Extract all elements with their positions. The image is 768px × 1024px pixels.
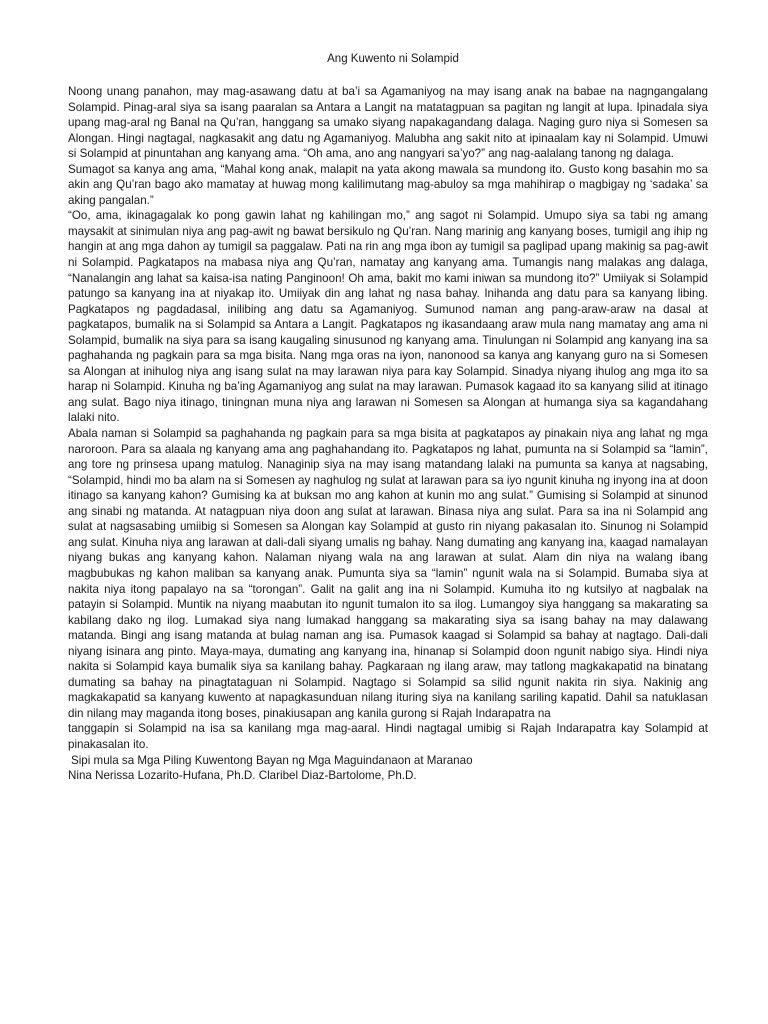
paragraph-3: “Oo, ama, ikinagagalak ko pong gawin lahat ng kahilingan mo,” ang sagot ni Solampid. Umupo siya sa tabi ng amang maysakit at sinimulan niya ang pag-awit ng bawat bersikulo ng Qu’ran. Nang marinig ang kanyang boses, tumigil ang ihip ng hangin at ang mga dahon ay tumigil sa paggalaw. Pati na rin ang mga ibon ay tumigil sa paglipad upang makinig sa pag-awit ni Solampid. Pagkatapos na mabasa niya ang Qu’ran, namatay ang kanyang ama. Tumangis nang malakas ang dalaga, “Nanalangin ang lahat sa kaisa-isa nating Panginoon! Oh ama, bakit mo kami iniwan sa mundong ito?” Umiiyak si Solampid patungo sa kanyang ina at niyakap ito. Umiiyak din ang lahat ng nasa bahay. Inihanda ang datu para sa kanyang libing. Pagkatapos ng pagdadasal, inilibing ang datu sa Agamaniyog. Sumunod naman ang pang-araw-araw na dasal at pagkatapos, bumalik na si Solampid sa Antara a Langit. Pagkatapos ng ikasandaang araw mula nang mamatay ang ama ni Solampid, bumalik na siya para sa isang kaugaling sinusunod ng kanyang ama. Tinulungan ni Solampid ang kanyang ina sa paghahanda ng pagkain para sa mga bisita. Nang mga oras na iyon, nanonood sa kanya ang kanyang guro na si Somesen sa Alongan at inihulog niya ang isang sulat na may larawan niya para kay Solampid. Sinadya niyang ihulog ang mga ito sa harap ni Solampid. Kinuha ng ba’ing Agamaniyog ang sulat na may larawan. Pumasok kagaad ito sa kanyang silid at itinago ang sulat. Bago niya itinago, tiningnan muna niya ang larawan ni Somesen sa Alongan at humanga siya sa kagandahang lalaki nito. bbox=[68, 209, 708, 425]
paragraph-5: tanggapin si Solampid na isa sa kanilang mga mag-aaral. Hindi nagtagal umibig si Rajah Indarapatra kay Solampid at pinakasalan ito. bbox=[68, 722, 708, 751]
document-title: Ang Kuwento ni Solampid bbox=[327, 53, 459, 65]
author-credits: Nina Nerissa Lozarito-Hufana, Ph.D. Claribel Diaz-Bartolome, Ph.D. bbox=[68, 769, 417, 783]
source-citation: Sipi mula sa Mga Piling Kuwentong Bayan ng Mga Maguindanaon at Maranao bbox=[71, 753, 473, 767]
paragraph-2: Sumagot sa kanya ang ama, “Mahal kong anak, malapit na yata akong mawala sa mundong ito. Gusto kong basahin mo sa akin ang Qu’ran bago ako mamatay at huwag mong kalilimutang mag-abuloy sa mga mahihirap o magbigay ng ‘sadaka’ sa aking pangalan.” bbox=[68, 162, 708, 207]
paragraph-4: Abala naman si Solampid sa paghahanda ng pagkain para sa mga bisita at pagkatapos ay pinakain niya ang lahat ng mga naroroon. Para sa alaala ng kanyang ama ang paghahandang ito. Pagkatapos ng lahat, pumunta na si Solampid sa “lamin”, ang tore ng prinsesa upang matulog. Nanaginip siya na may isang matandang lalaki na pumunta sa kanya at nagsabing, “Solampid, hindi mo ba alam na si Somesen ay naghulog ng sulat at larawan para sa iyo ngunit kinuha ng inyong ina at doon itinago sa kanyang kahon? Gumising ka at buksan mo ang kahon at kunin mo ang sulat.” Gumising si Solampid at sinunod ang sinabi ng matanda. At natagpuan niya doon ang sulat at larawan. Binasa niya ang sulat. Para sa ina ni Solampid ang sulat at nagsasabing umiibig si Somesen sa Alongan kay Solampid at gusto rin niyang pakasalan ito. Sinunog ni Solampid ang sulat. Kinuha niya ang larawan at dali-dali siyang umalis ng bahay. Nang dumating ang kanyang ina, kaagad namalayan niyang bukas ang kanyang kahon. Nalaman niyang wala na ang larawan at sulat. Alam din niya na walang ibang magbubukas ng kahon maliban sa kanyang anak. Pumunta siya sa “lamin” ngunit wala na si Solampid. Bumaba siya at nakita niya itong papalayo na sa “torongan”. Galit na galit ang ina ni Solampid. Kumuha ito ng kutsilyo at nagbalak na patayin si Solampid. Muntik na niyang maabutan ito ngunit tumalon ito sa ilog. Lumangoy siya hanggang sa makarating sa kabilang dako ng ilog. Lumakad siya nang lumakad hanggang sa makarating siya sa isang bahay na may dalawang matanda. Bingi ang isang matanda at bulag naman ang isa. Pumasok kaagad si Solampid sa bahay at nagtago. Dali-dali niyang isinara ang pinto. Maya-maya, dumating ang kanyang ina, hinanap si Solampid doon ngunit nabigo siya. Hindi niya nakita si Solampid kaya bumalik siya sa kanilang bahay. Pagkaraan ng ilang araw, may tatlong magkakapatid na binatang dumating sa bahay na pinagtataguan ni Solampid. Nagtago si Solampid sa silid ngunit nakita rin siya. Nakinig ang magkakapatid sa kanyang kuwento at napagkasunduan nilang ituring siya na kanilang sariling kapatid. Dahil sa natuklasan din nilang may maganda itong boses, pinakiusapan ang kanila gurong si Rajah Indarapatra na bbox=[68, 427, 708, 720]
paragraph-1: Noong unang panahon, may mag-asawang datu at ba’i sa Agamaniyog na may isang anak na babae na nagngangalang Solampid. Pinag-aral siya sa isang paaralan sa Antara a Langit na matatagpuan sa pagitan ng langit at lupa. Ipinadala siya upang mag-aral ng Banal na Qu’ran, hanggang sa umako siyang napakagandang dalaga. Naging guro niya si Somesen sa Alongan. Hingi nagtagal, nagkasakit ang datu ng Agamaniyog. Malubha ang sakit nito at ipinaalam kay ni Solampid. Umuwi si Solampid at pinuntahan ang kanyang ama. “Oh ama, ano ang nangyari sa’yo?” ang nag-aalalang tanong ng dalaga. bbox=[68, 85, 708, 161]
